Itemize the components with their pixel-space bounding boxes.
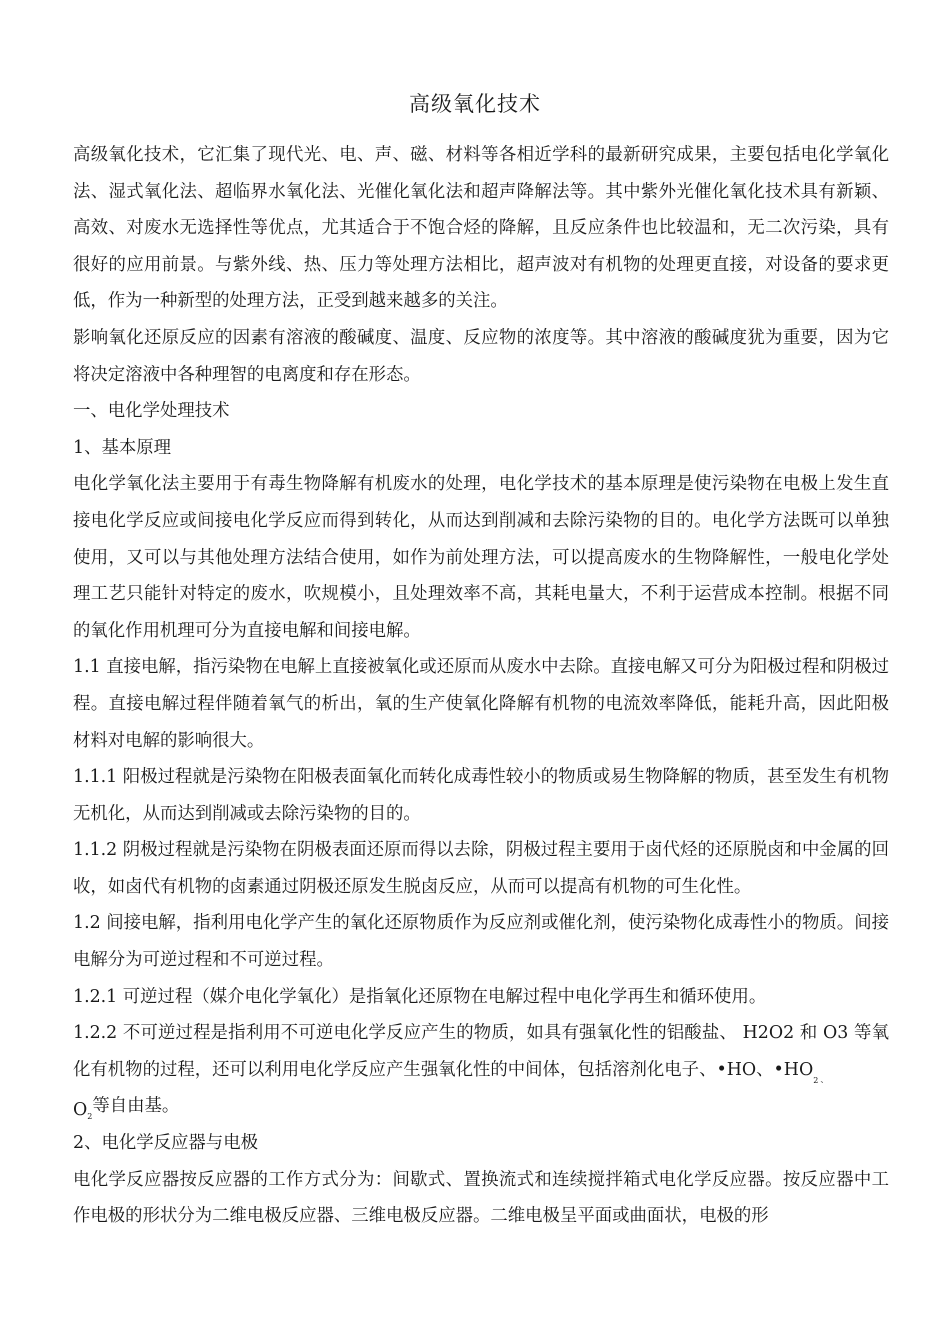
- paragraph-principle: 电化学氧化法主要用于有毒生物降解有机废水的处理，电化学技术的基本原理是使污染物在电极上发生直接电化学反应或间接电化学反应而得到转化，从而达到削减和去除污染物的目的。电化学方法既可以单独使用，又可以与其他处理方法结合使用，如作为前处理方法，可以提高废水的生物降解性，一般电化学处理工艺只能针对特定的废水，吹规模小，且处理效率不高，其耗电量大，不利于运营成本控制。根据不同的氧化作用机理可分为直接电解和间接电解。: [73, 474, 889, 641]
- tail-mark: 、: [820, 1074, 829, 1084]
- paragraph-1-2-1: 1.2.1 可逆过程（媒介电化学氧化）是指氧化还原物在电解过程中电化学再生和循环使用。: [73, 986, 767, 1007]
- document-body: [73, 137, 889, 1235]
- subscript-2: 2: [813, 1075, 819, 1085]
- document-title: 高级氧化技术: [409, 92, 541, 116]
- paragraph-1-1: 1.1 直接电解，指污染物在电解上直接被氧化或还原而从废水中去除。直接电解又可分为阳极过程和阴极过程。直接电解过程伴随着氧气的析出，氧的生产使氧化降解有机物的电流效率降低，能耗升高，因此阳极材料对电解的影响很大。: [73, 657, 889, 751]
- subscript-2b: 2: [87, 1112, 93, 1122]
- paragraph-1-2: 1.2 间接电解，指利用电化学产生的氧化还原物质作为反应剂或催化剂，使污染物化成毒性小的物质。间接电解分为可逆过程和不可逆过程。: [73, 913, 889, 971]
- paragraph-1-2-2-text: 1.2.2 不可逆过程是指利用不可逆电化学反应产生的物质，如具有强氧化性的铝酸盐、 H2O2 和 O3 等氧化有机物的过程，还可以利用电化学反应产生强氧化性的中间体，包括溶剂化电子、•HO、•HO: [73, 1023, 889, 1080]
- o2-formula: [73, 1096, 93, 1122]
- paragraph-factors: 影响氧化还原反应的因素有溶液的酸碱度、温度、反应物的浓度等。其中溶液的酸碱度犹为重要，因为它将决定溶液中各种理智的电离度和存在形态。: [73, 327, 889, 385]
- subsection-heading-principle: 1、基本原理: [73, 437, 172, 458]
- paragraph-1-2-2-end: 等自由基。: [92, 1096, 180, 1117]
- paragraph-1-1-2: 1.1.2 阴极过程就是污染物在阴极表面还原而得以去除，阴极过程主要用于卤代烃的还原脱卤和中金属的回收，如卤代有机物的卤素通过阴极还原发生脱卤反应，从而可以提高有机物的可生化性。: [73, 840, 889, 897]
- paragraph-1-1-1: 1.1.1 阳极过程就是污染物在阳极表面氧化而转化成毒性较小的物质或易生物降解的物质，甚至发生有机物无机化，从而达到削减或去除污染物的目的。: [73, 767, 889, 824]
- subsection-heading-reactor: 2、电化学反应器与电极: [73, 1133, 258, 1154]
- paragraph-reactor: 电化学反应器按反应器的工作方式分为：间歇式、置换流式和连续搅拌箱式电化学反应器。按反应器中工作电极的形状分为二维电极反应器、三维电极反应器。二维电极呈平面或曲面状，电极的形: [73, 1169, 889, 1227]
- paragraph-1-2-2: [73, 1015, 889, 1125]
- o-letter: O: [73, 1100, 88, 1121]
- paragraph-intro: 高级氧化技术，它汇集了现代光、电、声、磁、材料等各相近学科的最新研究成果，主要包括电化学氧化法、湿式氧化法、超临界水氧化法、光催化氧化法和超声降解法等。其中紫外光催化氧化技术具有新颖、高效、对废水无选择性等优点，尤其适合于不饱合烃的降解，且反应条件也比较温和，无二次污染，具有很好的应用前景。与紫外线、热、压力等处理方法相比，超声波对有机物的处理更直接，对设备的要求更低，作为一种新型的处理方法，正受到越来越多的关注。: [73, 145, 889, 312]
- section-heading-electrochemical: 一、电化学处理技术: [73, 401, 230, 422]
